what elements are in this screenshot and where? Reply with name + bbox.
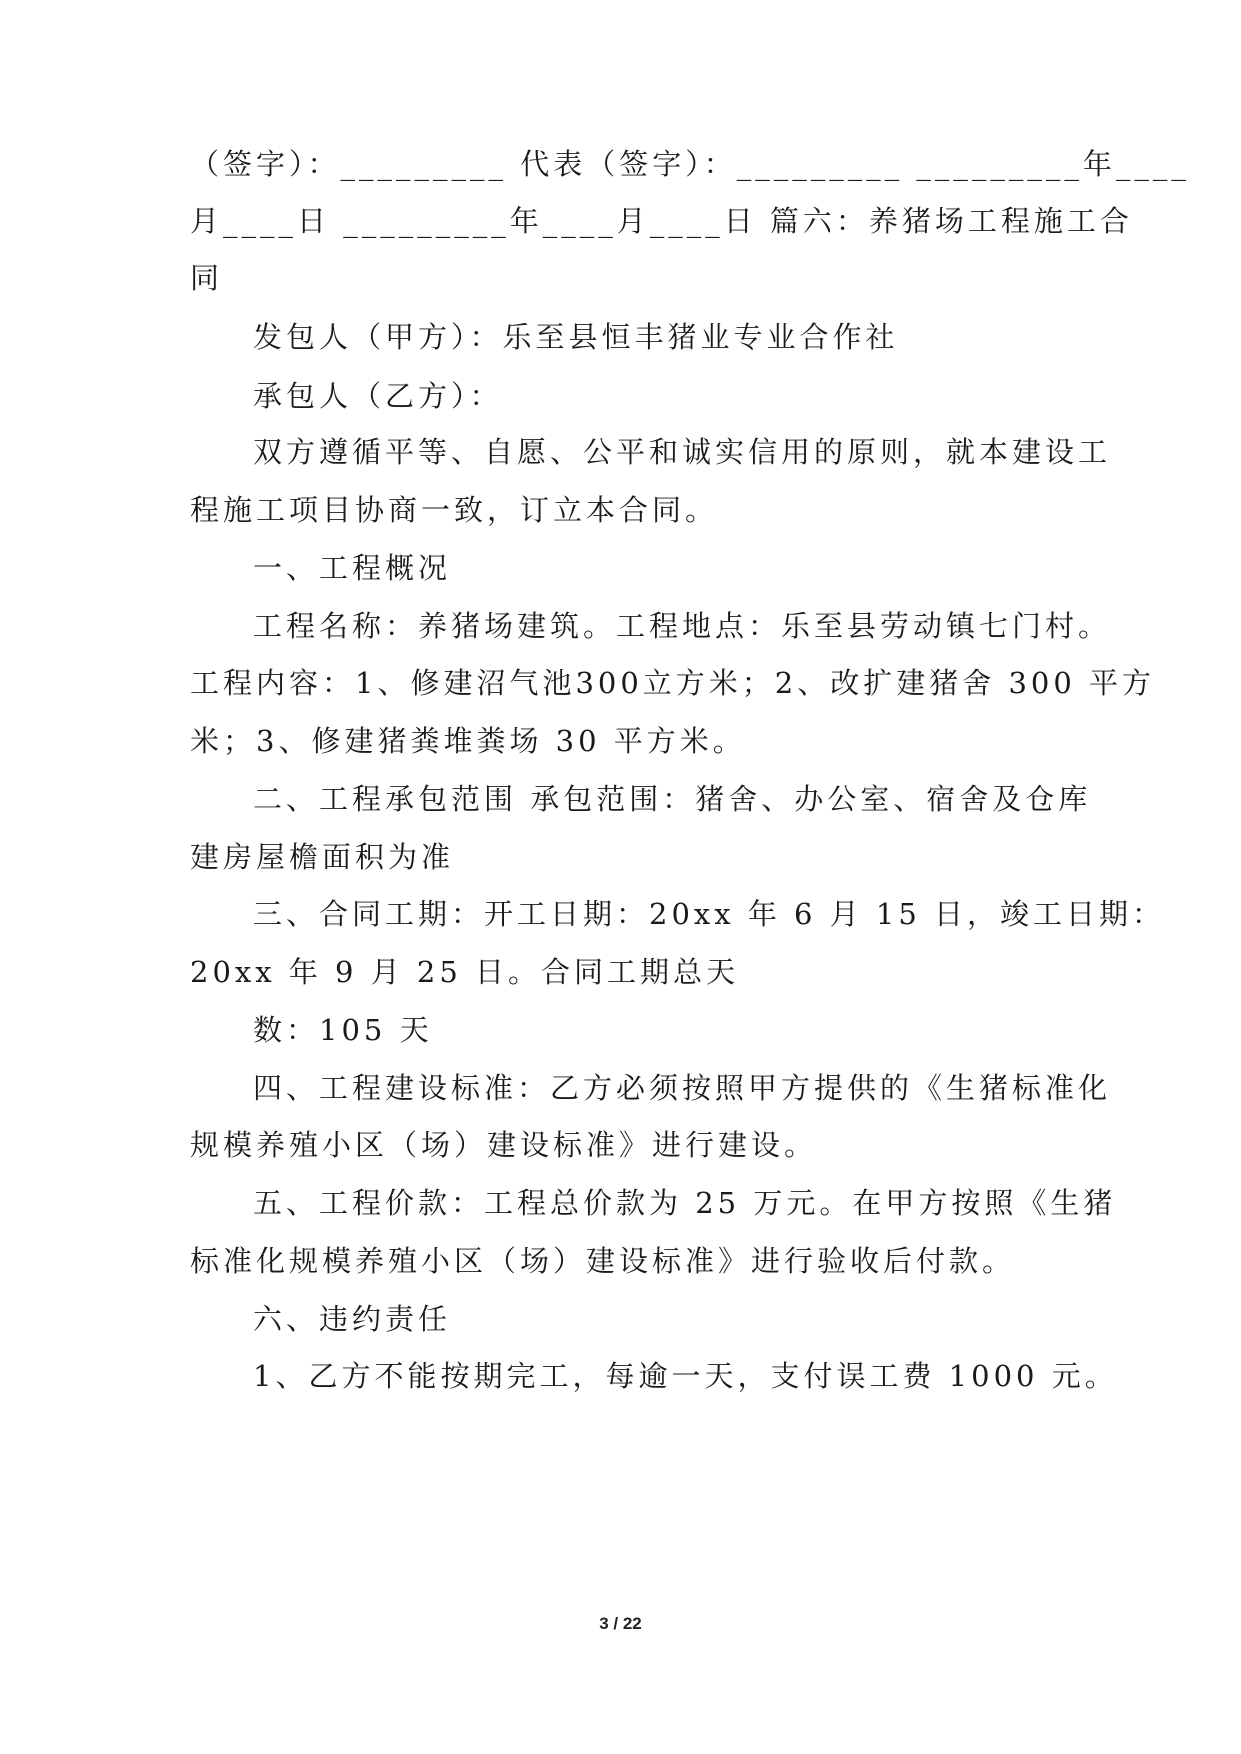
text-line: 工程名称：养猪场建筑。工程地点：乐至县劳动镇七门村。 (253, 609, 1112, 643)
text-line: 工程内容：1、修建沼气池300立方米；2、改扩建猪舍 300 平方 (190, 666, 1156, 700)
text-line: 双方遵循平等、自愿、公平和诚实信用的原则，就本建设工 (253, 435, 1112, 469)
text-line: 四、工程建设标准：乙方必须按照甲方提供的《生猪标准化 (253, 1071, 1112, 1105)
page-number: 3 / 22 (599, 1614, 642, 1633)
text-line: 建房屋檐面积为准 (190, 840, 455, 874)
text-line: 数：105 天 (253, 1013, 433, 1047)
text-line: 标准化规模养殖小区（场）建设标准》进行验收后付款。 (190, 1244, 1016, 1278)
text-line: 发包人（甲方）：乐至县恒丰猪业专业合作社 (253, 320, 899, 354)
section-heading: 一、工程概况 (253, 551, 452, 585)
text-line: 米；3、修建猪粪堆粪场 30 平方米。 (190, 724, 746, 758)
text-line: 五、工程价款：工程总价款为 25 万元。在甲方按照《生猪 (253, 1186, 1117, 1220)
text-line: （签字）：_________ 代表（签字）：_________ _________年____ (190, 147, 1190, 181)
text-line: 规模养殖小区（场）建设标准》进行建设。 (190, 1128, 818, 1162)
text-line: 月____日 _________年____月____日 篇六：养猪场工程施工合 (190, 204, 1133, 238)
text-line: 1、乙方不能按期完工，每逾一天，支付误工费 1000 元。 (253, 1359, 1118, 1393)
section-heading: 六、违约责任 (253, 1302, 452, 1336)
text-line: 二、工程承包范围 承包范围：猪舍、办公室、宿舍及仓库 (253, 782, 1092, 816)
text-line: 程施工项目协商一致，订立本合同。 (190, 493, 719, 527)
text-line: 承包人（乙方）： (253, 379, 503, 413)
text-line: 三、合同工期：开工日期：20xx 年 6 月 15 日，竣工日期： (253, 897, 1166, 931)
text-line: 同 (190, 261, 224, 295)
text-line: 20xx 年 9 月 25 日。合同工期总天 (190, 955, 740, 989)
